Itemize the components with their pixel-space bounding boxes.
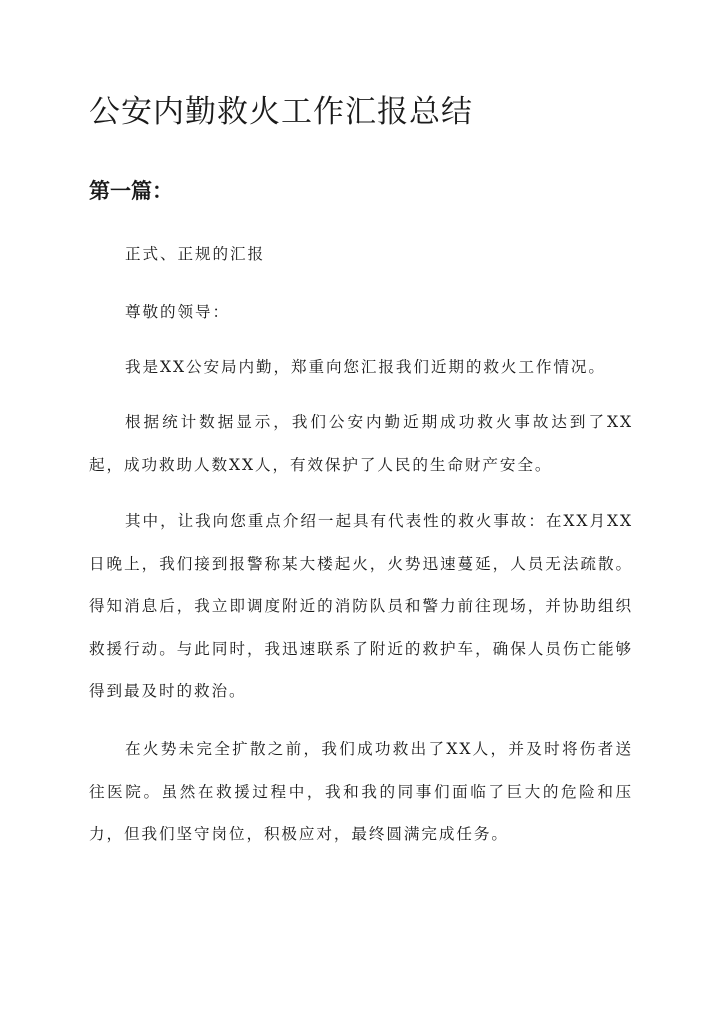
paragraph-case-example: 其中，让我向您重点介绍一起具有代表性的救火事故：在XX月XX日晚上，我们接到报警称某大楼起火，火势迅速蔓延，人员无法疏散。得知消息后，我立即调度附近的消防队员和警力前往现场，并协助组织救援行动。与此同时，我迅速联系了附近的救护车，确保人员伤亡能够得到最及时的救治。 [89, 512, 633, 700]
paragraph-intro: 我是XX公安局内勤，郑重向您汇报我们近期的救火工作情况。 [125, 358, 606, 376]
section-heading: 第一篇： [89, 178, 173, 203]
paragraph-subtitle: 正式、正规的汇报 [125, 245, 265, 263]
paragraph-statistics: 根据统计数据显示，我们公安内勤近期成功救火事故达到了XX起，成功救助人数XX人，有效保护了人民的生命财产安全。 [89, 413, 633, 474]
document-title: 公安内勤救火工作汇报总结 [89, 94, 473, 130]
paragraph-salutation: 尊敬的领导： [125, 303, 230, 321]
paragraph-rescue-result: 在火势未完全扩散之前，我们成功救出了XX人，并及时将伤者送往医院。虽然在救援过程中，我和我的同事们面临了巨大的危险和压力，但我们坚守岗位，积极应对，最终圆满完成任务。 [89, 740, 633, 843]
